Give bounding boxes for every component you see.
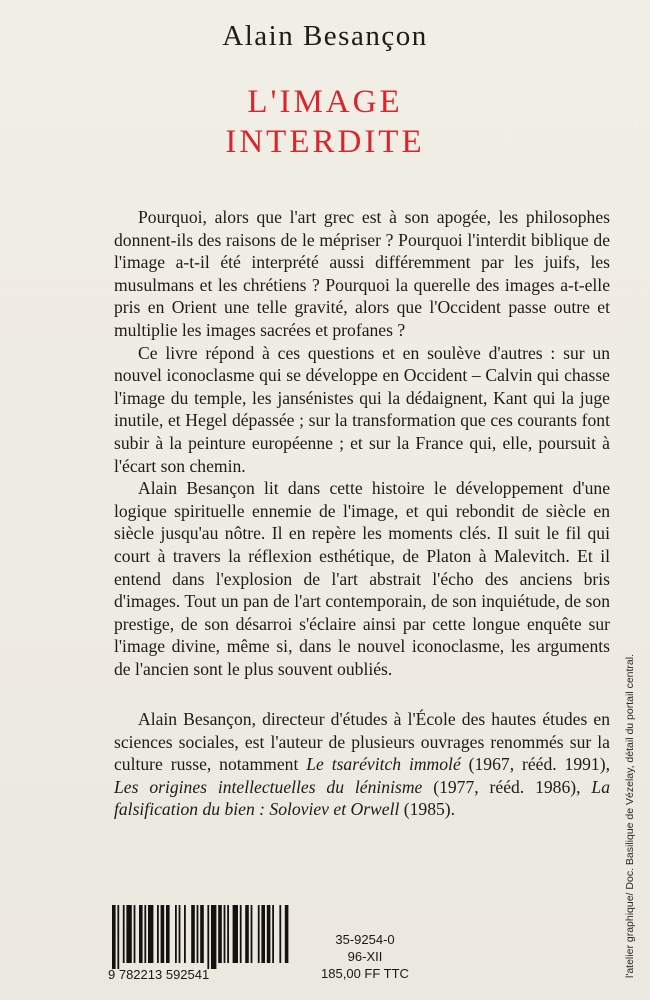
bio-work-1: Le tsarévitch immolé [306,754,461,775]
blurb-paragraph-2: Ce livre répond à ces questions et en soulève d'autres : sur un nouvel iconoclasme qui se développe en Occident – Calvin qui chasse l'image du temple, les jansénistes qui la dédaignent, Kant qui la juge inutile, et Hegel dépassée ; sur la transformation que ces courants font subir à la peinture européenne ; et sur la France qui, elle, poursuit à l'écart son chemin. [114,342,610,476]
bio-work-1-note: (1967, rééd. 1991), [460,754,610,775]
barcode-bar [139,905,143,963]
barcode-bar [134,905,136,963]
barcode-bar [175,905,177,963]
barcode-bar [240,905,242,963]
barcode-bar [148,905,153,963]
bio-work-3-note: (1985). [399,799,456,820]
blurb-paragraph-3: Alain Besançon lit dans cette histoire le développement d'une logique spirituelle ennemie de l'image, et qui rebondit de siècle en siècle jusqu'au nôtre. Il en repère les moments clés. Il suit le fil qui court à travers la réflexion esthétique, de Platon à Malevitch. Et il entend dans l'explosion de l'art abstrait l'écho des anciens bris d'images. Tout un pan de l'art contemporain, de son inquiétude, de son prestige, de son désarroi s'éclaire ainsi par cette longue enquête sur l'image divine, même si, dans le nouvel iconoclasme, les arguments de l'ancien sont le plus souvent oubliés. [114,478,610,679]
blurb [114,206,610,680]
image-credit: l'atelier graphique/ Doc. Basilique de Vézelay, détail du portail central. [624,654,636,978]
book-title-line-2: INTERDITE [225,124,425,160]
barcode-bar [211,905,216,969]
barcode-bar [233,905,238,963]
barcode-bar [261,905,265,963]
barcode-bar [245,905,249,963]
edition-code: 96-XII [347,949,383,964]
barcode-bar [207,905,209,969]
isbn-barcode [108,905,293,985]
barcode-bar [267,905,271,963]
barcode-bar [117,905,119,969]
barcode-bar [166,905,170,963]
barcode-bar [251,905,253,963]
barcode-bar [200,905,204,963]
author-name: Alain Besançon [222,20,428,52]
barcode-bar [157,905,159,963]
blurb-paragraph-1: Pourquoi, alors que l'art grec est à son apogée, les philosophes donnent-ils des raisons de le mépriser ? Pourquoi l'interdit biblique de l'image a-t-il été interprété aussi différemment par les juifs, les musulmans et les chrétiens ? Pourquoi la querelle des images a-t-elle pris en Orient une telle gravité, alors que l'Occident passe outre et multiplie les images sacrées et profanes ? [114,207,610,340]
barcode-bar [224,905,226,963]
barcode-bar [285,905,289,963]
bio-work-2: Les origines intellectuelles du léninisme [114,776,423,797]
barcode-bar [272,905,274,963]
price: 185,00 FF TTC [321,966,409,981]
barcode-bar [191,905,195,963]
bio-intro: Alain Besançon, directeur d'études à l'École des hautes études en sciences sociales, est l'auteur de plusieurs ouvrages renommés sur la culture russe, notamment [114,709,610,775]
barcode-bar [184,905,186,963]
barcode-bar [126,905,131,963]
barcode-bar [218,905,222,963]
book-title-line-1: L'IMAGE [247,84,403,120]
barcode-bar [144,905,146,963]
bio-work-2-note: (1977, rééd. 1986), [422,776,592,797]
barcode-bars [108,905,293,969]
barcode-bar [227,905,229,963]
catalog-codes [310,931,420,982]
barcode-bar [279,905,281,963]
catalog-code: 35-9254-0 [335,932,395,947]
barcode-bar [258,905,260,963]
barcode-bar [161,905,165,963]
bio-work-3: La falsification du bien : Soloviev et Orwell [114,776,610,820]
barcode-bar [112,905,116,969]
author-bio [114,708,610,821]
barcode-bar [179,905,181,963]
barcode-bar [197,905,199,963]
barcode-bar [123,905,125,963]
barcode-digits: 9 782213 592541 [108,967,210,982]
